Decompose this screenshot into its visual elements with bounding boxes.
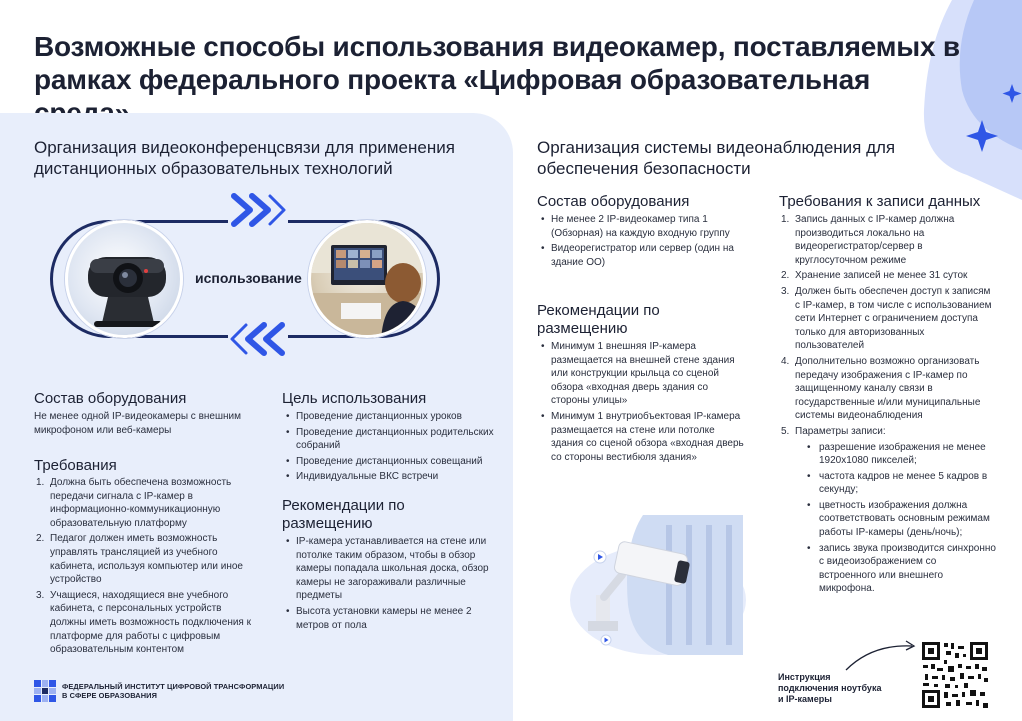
curved-arrow-icon [842,638,920,674]
list-item: • Минимум 1 внешняя IP-камера размещается на внешней стене здания или конструкции крыльца со сценой обзора «входная дверь здания со стороны улицы» [541,340,746,408]
list-item: 5. Параметры записи: • разрешение изображения не менее 1920x1080 пикселей; • частота кадров не менее 5 кадров в секунду; • цветность изображения должна соответствовать основным режимам работы IP-камеры (день/ночь); • запись звука производится синхронно с видеоизображением со встроенного или внешнего микрофона. [781,425,996,596]
recording-heading: Требования к записи данных [779,193,981,210]
right-equipment-list [541,213,746,271]
right-placement-list [541,340,746,466]
usage-label: использование [195,270,302,286]
list-item: 3. Должен быть обеспечен доступ к записям с IP-камер, в том числе с использованием сети Интернет с ограничением доступа только для авторизованных пользователей [781,285,992,352]
recording-params-list [795,441,996,597]
list-item: 1. Должна быть обеспечена возможность передачи сигнала с IP-камер в информационно-коммуникационную образовательную платформу [36,477,232,529]
usage-diagram [50,210,440,350]
left-placement-heading: Рекомендации по размещению [282,497,405,532]
list-item: 3. Учащиеся, находящиеся вне учебного кабинета, с персональных устройств должны иметь возможность подключения к платформе для работы с цифровым образовательным контентом [36,589,251,656]
list-item: • Минимум 1 внутриобъектовая IP-камера размещается на стене или потолке здания со сценой обзора «входная дверь со стороны вестибюля здания» [541,410,746,464]
list-item: • Видеорегистратор или сервер (один на здание ОО) [541,242,746,269]
security-camera-illustration [548,505,748,660]
left-placement-list [286,535,501,634]
list-item: 1. Запись данных с IP-камер должна производиться локально на видеорегистратор/сервер в круглосуточном режиме [781,214,955,266]
institute-logo [34,680,284,702]
right-section-title: Организация системы видеонаблюдения для обеспечения безопасности [537,138,896,178]
chevron-right-icon [228,192,288,228]
list-item: 2. Педагог должен иметь возможность управлять трансляцией из учебного кабинета, используя компьютер или иное устройство [36,533,243,586]
purpose-list [286,410,501,486]
list-item: • Не менее 2 IP-видеокамер типа 1 (Обзорная) на каждую входную группу [541,213,746,240]
institute-logo-icon [34,680,56,702]
right-placement-heading: Рекомендации по размещению [537,302,660,337]
list-item: • цветность изображения должна соответствовать основным режимам работы IP-камеры (день/ночь); [795,499,996,540]
purpose-heading: Цель использования [282,390,427,407]
list-item: • Проведение дистанционных уроков [286,410,501,424]
left-section-title: Организация видеоконференцсвязи для применения дистанционных образовательных технологий [34,138,455,178]
list-item: • Проведение дистанционных родительских собраний [286,426,501,453]
list-item: • IP-камера устанавливается на стене или потолке таким образом, чтобы в обзор камеры попадала школьная доска, обзор камеры не загораживали различные предметы [286,535,501,603]
right-equipment-heading: Состав оборудования [537,193,690,210]
institute-logo-text: ФЕДЕРАЛЬНЫЙ ИНСТИТУТ ЦИФРОВОЙ ТРАНСФОРМАЦИИ В СФЕРЕ ОБРАЗОВАНИЯ [62,682,285,700]
list-item: • разрешение изображения не менее 1920x1080 пикселей; [795,441,996,468]
list-item: 4. Дополнительно возможно организовать передачу изображения с IP-камер по защищенному каналу связи в государственные и/или муниципальные системы видеонаблюдения [781,355,981,422]
list-item: • Индивидуальные ВКС встречи [286,470,501,484]
list-item: 2. Хранение записей не менее 31 суток [781,270,968,282]
recording-list [781,213,996,598]
qr-code[interactable] [920,640,990,710]
list-item: • запись звука производится синхронно с видеоизображением со встроенного или внешнего микрофона. [795,542,996,596]
left-equipment-heading: Состав оборудования [34,390,187,407]
page-title: Возможные способы использования видеокамер, поставляемых в рамках федерального проекта «Цифровая образовательная [34,31,960,95]
list-item: • частота кадров не менее 5 кадров в секунду; [795,470,996,497]
list-item: • Проведение дистанционных совещаний [286,455,501,469]
chevron-left-icon [228,321,288,357]
qr-caption: Инструкция подключения ноутбука и IP-камеры [778,672,882,704]
left-requirements-heading: Требования [34,457,117,474]
list-item: • Высота установки камеры не менее 2 метров от пола [286,605,501,632]
videoconference-photo [308,220,426,338]
left-equipment-text: Не менее одной IP-видеокамеры с внешним микрофоном или веб-камеры [34,411,241,436]
webcam-photo [65,220,183,338]
left-requirements-list [36,476,256,659]
